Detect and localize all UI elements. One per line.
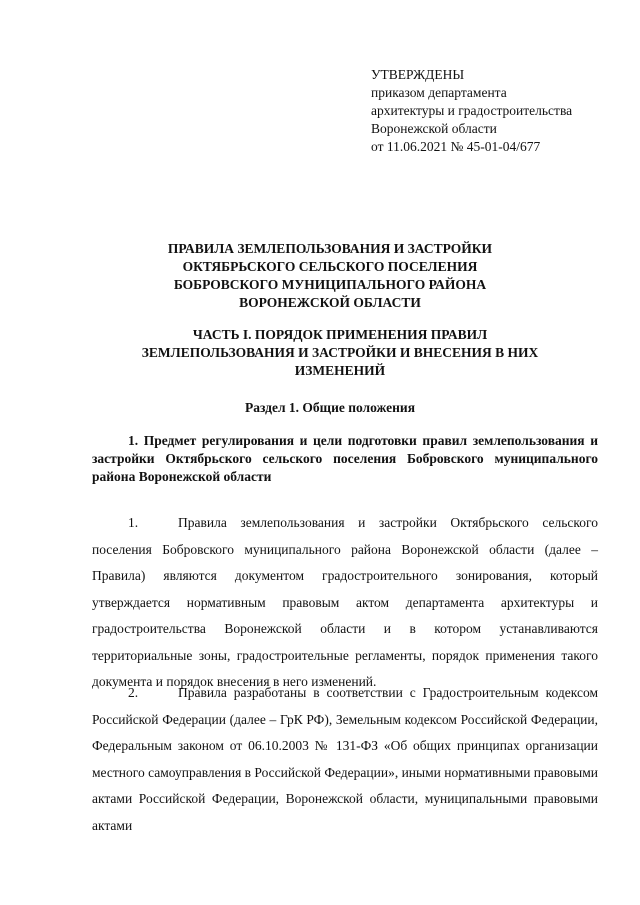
paragraph-text: Правила разработаны в соответствии с Градостроительным кодексом Российской Федерации (далее – ГрК РФ), Земельным кодексом Российской Федерации, Федеральным законом от 06.10.2003 № 131-ФЗ «Об общих принципах организации местного самоуправления в Российской Федерации», иными нормативными правовыми актами Российской Федерации, Воронежской области, муниципальными правовыми актами (92, 685, 598, 833)
document-title (60, 240, 600, 312)
approval-line: архитектуры и градостроительства (371, 103, 573, 118)
section-heading: Раздел 1. Общие положения (244, 400, 416, 415)
approval-line: УТВЕРЖДЕНЫ (371, 67, 465, 82)
part-heading (95, 326, 585, 380)
article-heading: 1. Предмет регулирования и цели подготовки правил землепользования и застройки Октябрьского сельского поселения Бобровского муниципального района Воронежской области (92, 433, 598, 484)
approval-stamp (371, 66, 572, 156)
paragraph-text: Правила землепользования и застройки Октябрьского сельского поселения Бобровского муниципального района Воронежской области (далее – Правила) являются документом градостроительного зонирования, который утверждается нормативным правовым актом департамента архитектуры и градостроительства Воронежской области и в котором устанавливаются территориальные зоны, градостроительные регламенты, порядок применения такого документа и порядок внесения в него изменений. (92, 515, 598, 689)
title-line: ОКТЯБРЬСКОГО СЕЛЬСКОГО ПОСЕЛЕНИЯ (182, 259, 478, 274)
approval-line: приказом департамента (371, 85, 507, 100)
approval-line: от 11.06.2021 № 45-01-04/677 (371, 139, 541, 154)
paragraph (92, 680, 598, 839)
title-line: ВОРОНЕЖСКОЙ ОБЛАСТИ (239, 295, 421, 310)
part-line: ЧАСТЬ I. ПОРЯДОК ПРИМЕНЕНИЯ ПРАВИЛ (192, 327, 488, 342)
title-line: ПРАВИЛА ЗЕМЛЕПОЛЬЗОВАНИЯ И ЗАСТРОЙКИ (167, 241, 493, 256)
part-line: ИЗМЕНЕНИЙ (294, 363, 386, 378)
approval-line: Воронежской области (371, 121, 497, 136)
part-line: ЗЕМЛЕПОЛЬЗОВАНИЯ И ЗАСТРОЙКИ И ВНЕСЕНИЯ В НИХ (141, 345, 539, 360)
title-line: БОБРОВСКОГО МУНИЦИПАЛЬНОГО РАЙОНА (173, 277, 487, 292)
paragraph (92, 510, 598, 696)
paragraph-number: 2. (128, 685, 139, 700)
paragraph-number: 1. (128, 515, 139, 530)
